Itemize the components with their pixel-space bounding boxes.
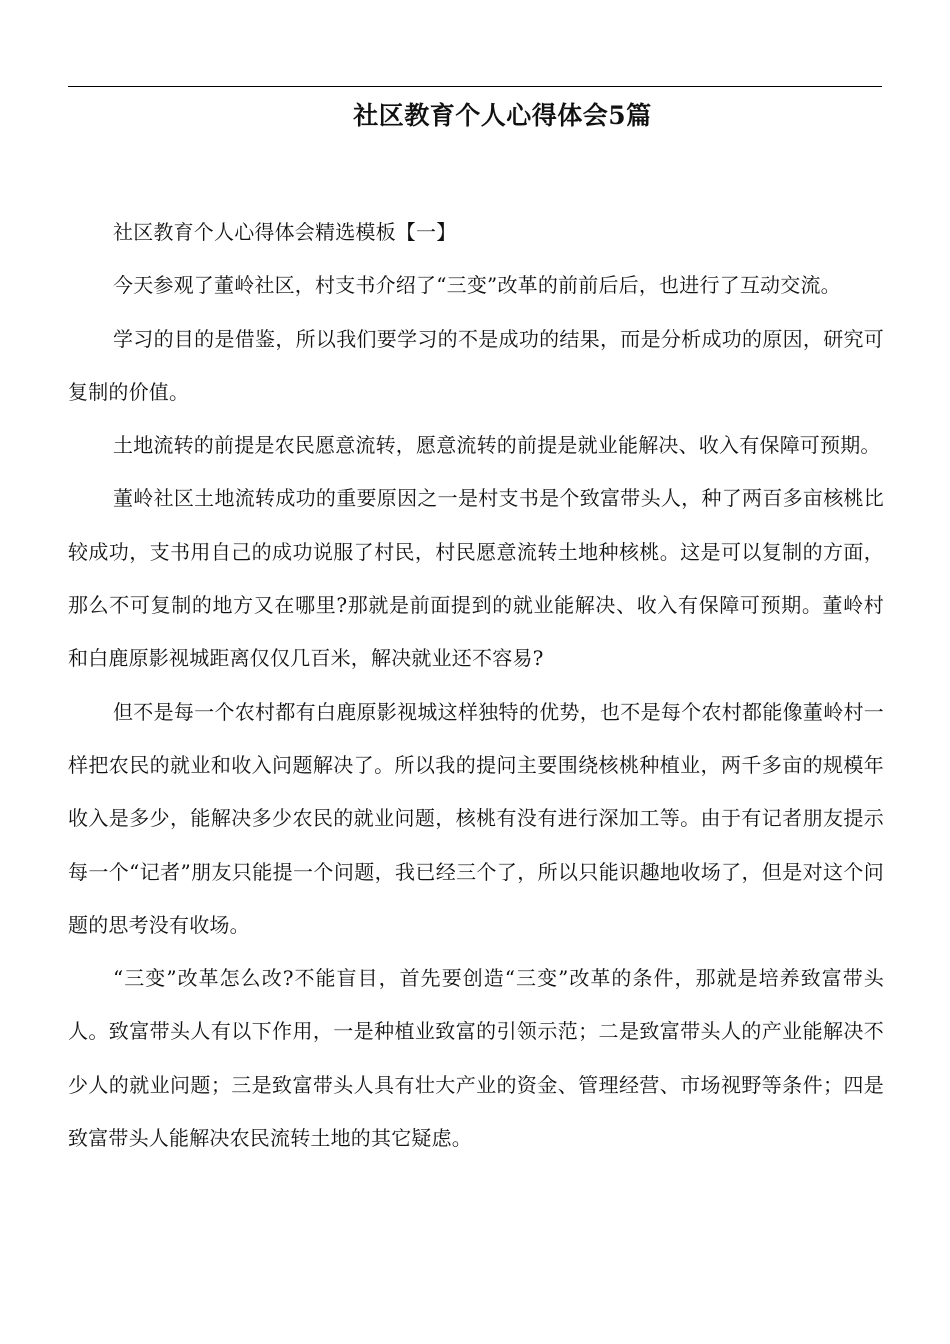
header-rule xyxy=(68,86,882,87)
body-paragraph: 土地流转的前提是农民愿意流转，愿意流转的前提是就业能解决、收入有保障可预期。 xyxy=(113,433,881,458)
document-body xyxy=(68,206,884,1165)
body-paragraph: 但不是每一个农村都有白鹿原影视城这样独特的优势，也不是每个农村都能像董岭村一样把农民的就业和收入问题解决了。所以我的提问主要围绕核桃种植业，两千多亩的规模年收入是多少，能解决多少农民的就业问题，核桃有没有进行深加工等。由于有记者朋友提示每一个“记者”朋友只能提一个问题，我已经三个了，所以只能识趣地收场了，但是对这个问题的思考没有收场。 xyxy=(68,699,884,937)
document-title: 社区教育个人心得体会5篇 xyxy=(353,101,652,130)
body-paragraph: “三变”改革怎么改?不能盲目，首先要创造“三变”改革的条件，那就是培养致富带头人。致富带头人有以下作用，一是种植业致富的引领示范；二是致富带头人的产业能解决不少人的就业问题；三是致富带头人具有壮大产业的资金、管理经营、市场视野等条件；四是致富带头人能解决农民流转土地的其它疑虑。 xyxy=(68,966,884,1151)
section-heading: 社区教育个人心得体会精选模板【一】 xyxy=(113,220,457,244)
body-paragraph: 董岭社区土地流转成功的重要原因之一是村支书是个致富带头人，种了两百多亩核桃比较成功，支书用自己的成功说服了村民，村民愿意流转土地种核桃。这是可以复制的方面，那么不可复制的地方又在哪里?那就是前面提到的就业能解决、收入有保障可预期。董岭村和白鹿原影视城距离仅仅几百米，解决就业还不容易? xyxy=(68,486,884,671)
body-paragraph: 今天参观了董岭社区，村支书介绍了“三变”改革的前前后后，也进行了互动交流。 xyxy=(113,273,841,298)
body-paragraph: 学习的目的是借鉴，所以我们要学习的不是成功的结果，而是分析成功的原因，研究可复制的价值。 xyxy=(68,326,884,404)
